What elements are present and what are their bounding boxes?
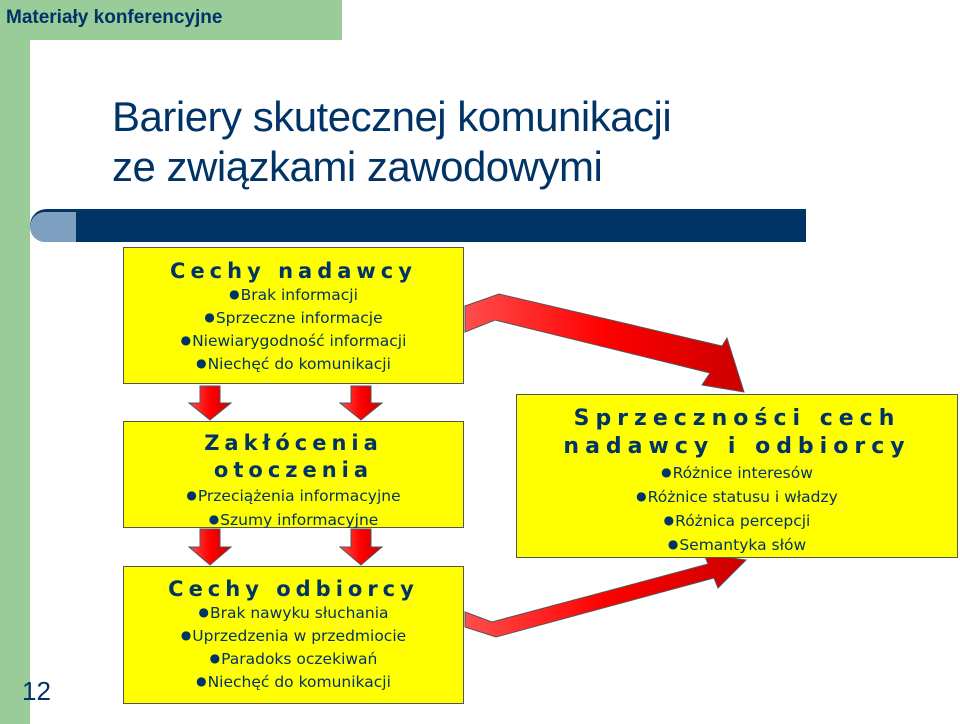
list-item: ●Semantyka słów [667, 536, 807, 554]
list-item: ●Niechęć do komunikacji [196, 355, 391, 373]
bullet-icon: ● [180, 628, 192, 642]
bullet-icon: ● [663, 513, 675, 527]
box-title-line-1: Sprzeczności cech [573, 406, 901, 431]
down-arrow-left-1 [189, 386, 231, 420]
list-item: ●Różnica percepcji [663, 512, 811, 530]
box-title: Cechy odbiorcy [168, 577, 419, 601]
page-number: 12 [22, 676, 51, 706]
item-list [124, 484, 463, 532]
box-zaklocenia-otoczenia [123, 421, 464, 528]
bullet-icon: ● [196, 356, 207, 370]
down-arrow-right-1 [340, 386, 382, 420]
list-item: ●Uprzedzenia w przedmiocie [180, 627, 407, 645]
box-title-line-2: otoczenia [213, 458, 374, 482]
box-sprzecznosci-cech [516, 394, 958, 558]
bullet-icon: ● [204, 310, 215, 324]
list-item: ●Różnice statusu i władzy [636, 488, 838, 506]
bullet-icon: ● [186, 488, 197, 502]
bullet-icon: ● [208, 512, 220, 526]
item-list [517, 461, 957, 557]
title-line-1: Bariery skutecznej komunikacji [112, 93, 672, 140]
item-list [124, 601, 463, 693]
list-item: ●Paradoks oczekiwań [209, 650, 378, 668]
bullet-icon: ● [661, 465, 672, 479]
down-arrow-right-2 [340, 529, 382, 565]
bullet-icon: ● [636, 489, 647, 503]
diagonal-arrow-upper [465, 294, 744, 392]
box-title: Cechy nadawcy [170, 259, 417, 283]
list-item: ●Różnice interesów [661, 464, 813, 482]
list-item: ●Brak informacji [229, 286, 358, 304]
list-item: ●Sprzeczne informacje [204, 309, 383, 327]
header-label: Materiały konferencyjne [6, 7, 223, 28]
list-item: ●Niechęć do komunikacji [196, 673, 391, 691]
box-cechy-odbiorcy [123, 566, 464, 704]
bullet-icon: ● [209, 651, 221, 665]
item-list [124, 283, 463, 375]
bullet-icon: ● [667, 537, 679, 551]
bullet-icon: ● [196, 674, 207, 688]
box-title-line-1: Zakłócenia [204, 431, 383, 455]
box-title-line-2: nadawcy i odbiorcy [563, 434, 911, 459]
diagonal-arrow-lower [465, 554, 746, 637]
bullet-icon: ● [229, 287, 240, 301]
title-line-2: ze związkami zawodowymi [112, 143, 603, 190]
list-item: ●Przeciążenia informacyjne [186, 487, 401, 505]
bullet-icon: ● [180, 333, 192, 347]
list-item: ●Szumy informacyjne [208, 511, 379, 529]
bullet-icon: ● [198, 605, 209, 619]
box-cechy-nadawcy [123, 247, 464, 384]
down-arrow-left-2 [189, 529, 231, 565]
list-item: ●Brak nawyku słuchania [198, 604, 389, 622]
list-item: ●Niewiarygodność informacji [180, 332, 407, 350]
